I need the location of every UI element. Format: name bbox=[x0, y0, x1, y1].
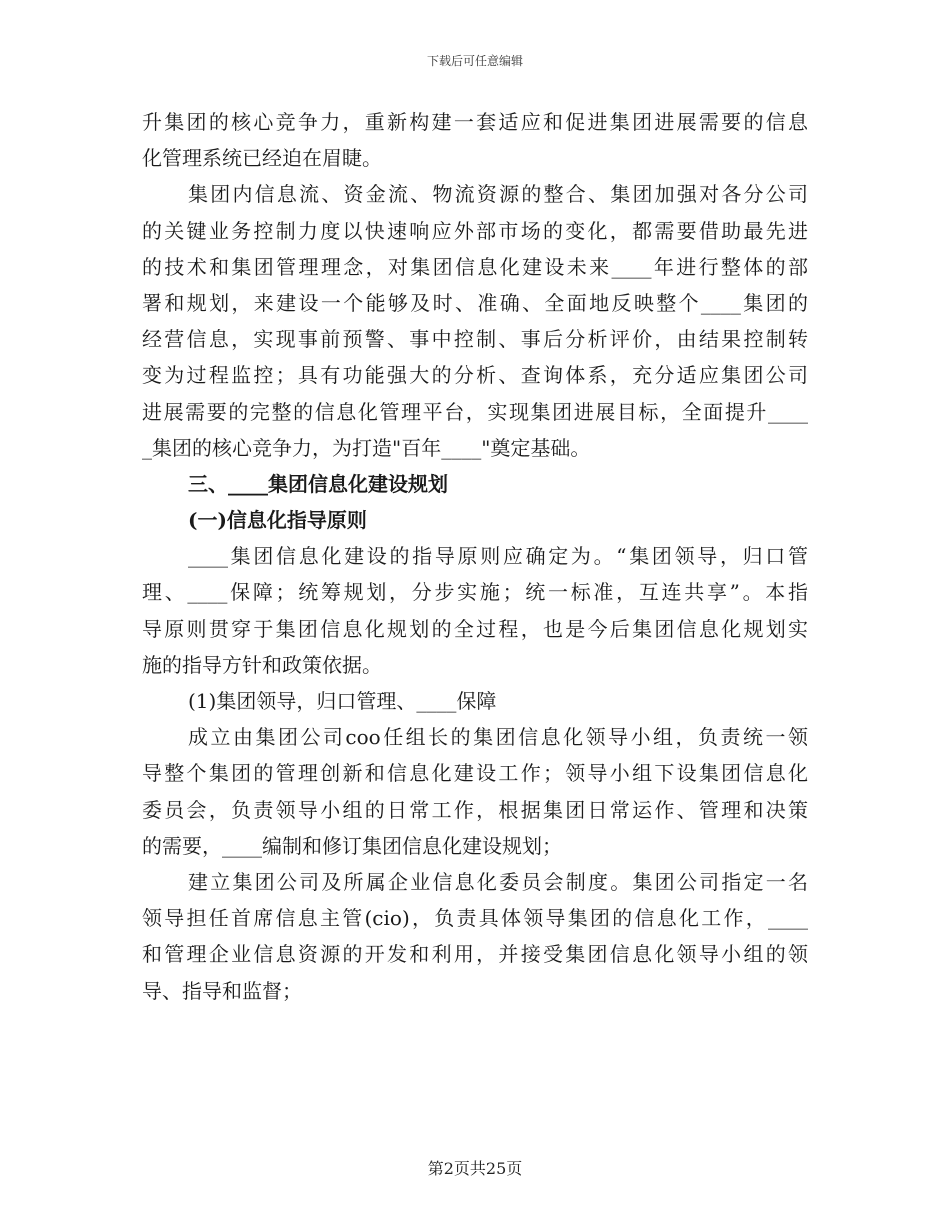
text-line: 的技术和集团管理理念，对集团信息化建设未来____年进行整体的部 bbox=[142, 254, 808, 279]
paragraph bbox=[142, 719, 808, 864]
page-header: 下载后可任意编辑 bbox=[426, 54, 523, 68]
list-item-heading bbox=[142, 683, 808, 719]
text-line: 施的指导方针和政策依据。 bbox=[142, 652, 382, 677]
section-heading: 三、____集团信息化建设规划 bbox=[188, 471, 448, 496]
page-number: 第2页共25页 bbox=[427, 1159, 523, 1178]
text-line: 导整个集团的管理创新和信息化建设工作；领导小组下设集团信息化 bbox=[142, 761, 808, 786]
subsection-heading: (一)信息化指导原则 bbox=[188, 508, 367, 533]
text-line: ____集团信息化建设的指导原则应确定为。“集团领导，归口管 bbox=[188, 544, 808, 569]
text-line: 导、指导和监督； bbox=[142, 978, 302, 1003]
text-line: 进展需要的完整的信息化管理平台，实现集团进展目标，全面提升____ bbox=[142, 399, 808, 424]
text-line: 变为过程监控；具有功能强大的分析、查询体系，充分适应集团公司 bbox=[142, 363, 808, 388]
text-line: 集团内信息流、资金流、物流资源的整合、集团加强对各分公司 bbox=[188, 182, 808, 207]
text-line: 理、____保障；统筹规划，分步实施；统一标准，互连共享”。本指 bbox=[142, 580, 808, 605]
text-line: 建立集团公司及所属企业信息化委员会制度。集团公司指定一名 bbox=[188, 869, 808, 894]
text-line: 领导担任首席信息主管(cio)，负责具体领导集团的信息化工作，____ bbox=[142, 906, 808, 931]
text-line: 署和规划，来建设一个能够及时、准确、全面地反映整个____集团的 bbox=[142, 290, 808, 315]
document-body bbox=[142, 104, 808, 1009]
text-line: 成立由集团公司coo任组长的集团信息化领导小组，负责统一领 bbox=[188, 725, 808, 750]
paragraph bbox=[142, 864, 808, 1009]
text-line: _集团的核心竞争力，为打造"百年____"奠定基础。 bbox=[142, 435, 591, 460]
paragraph bbox=[142, 104, 808, 176]
text-line: 升集团的核心竞争力，重新构建一套适应和促进集团进展需要的信息 bbox=[142, 110, 808, 134]
text-line: 的关键业务控制力度以快速响应外部市场的变化，都需要借助最先进 bbox=[142, 218, 808, 243]
text-line: 和管理企业信息资源的开发和利用，并接受集团信息化领导小组的领 bbox=[142, 942, 808, 967]
paragraph bbox=[142, 538, 808, 683]
text-line: 经营信息，实现事前预警、事中控制、事后分析评价，由结果控制转 bbox=[142, 327, 808, 352]
text-line: 委员会，负责领导小组的日常工作，根据集团日常运作、管理和决策 bbox=[142, 797, 808, 822]
text-line: (1)集团领导，归口管理、____保障 bbox=[188, 689, 497, 713]
text-line: 化管理系统已经迫在眉睫。 bbox=[142, 146, 382, 171]
text-line: 导原则贯穿于集团信息化规划的全过程，也是今后集团信息化规划实 bbox=[142, 616, 808, 641]
text-line: 的需要，____编制和修订集团信息化建设规划； bbox=[142, 833, 562, 858]
paragraph bbox=[142, 176, 808, 466]
